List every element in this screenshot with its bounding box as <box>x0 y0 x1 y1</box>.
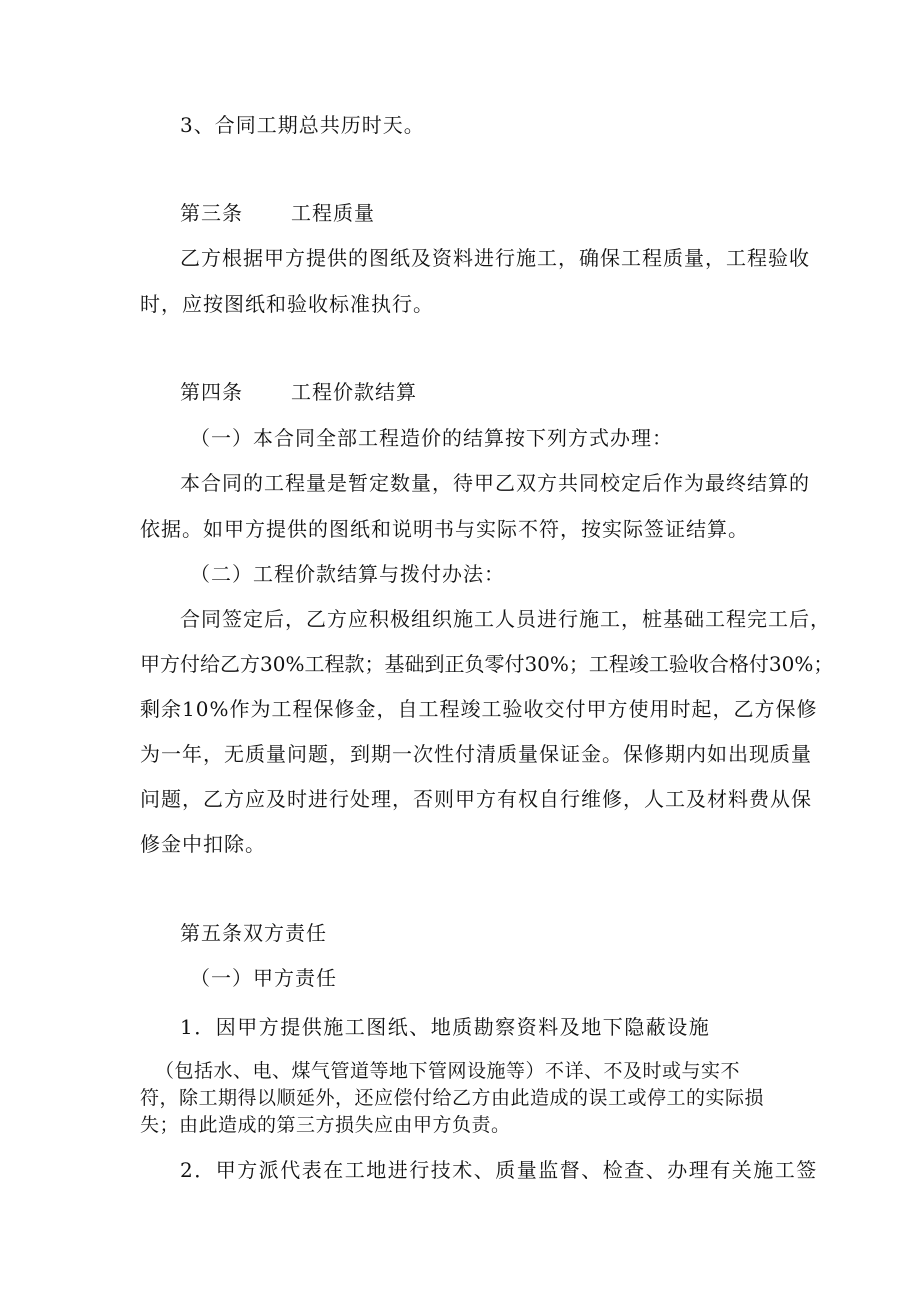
article-5-item-1-line-2: （包括水、电、煤气管道等地下管网设施等）不详、不及时或与实不 <box>155 1060 741 1082</box>
article-5-heading: 第五条双方责任 <box>180 921 327 945</box>
article-4-title: 工程价款结算 <box>291 380 417 404</box>
article-3-number: 第三条 <box>180 201 243 225</box>
clause-3-item-3: 3、合同工期总共历时天。 <box>180 113 425 137</box>
article-4-subsection-1-line-2: 依据。如甲方提供的图纸和说明书与实际不符，按实际签证结算。 <box>140 517 749 541</box>
article-5-item-2-line-1: 2．甲方派代表在工地进行技术、质量监督、检查、办理有关施工签 <box>180 1158 818 1182</box>
article-4-number: 第四条 <box>180 380 243 404</box>
article-5-item-1-line-4: 失；由此造成的第三方损失应由甲方负责。 <box>140 1114 511 1136</box>
article-4-subsection-2-line-2: 甲方付给乙方30%工程款；基础到正负零付30%；工程竣工验收合格付30%； <box>140 652 834 676</box>
article-4-heading <box>180 382 417 402</box>
article-4-subsection-2-line-1: 合同签定后，乙方应积极组织施工人员进行施工，桩基础工程完工后， <box>180 607 831 631</box>
article-3-paragraph-line-1: 乙方根据甲方提供的图纸及资料进行施工，确保工程质量，工程验收 <box>180 246 810 270</box>
article-5-item-1-line-3: 符，除工期得以顺延外，还应偿付给乙方由此造成的误工或停工的实际损 <box>140 1087 765 1109</box>
article-4-subsection-2-line-3: 剩余10%作为工程保修金，自工程竣工验收交付甲方使用时起，乙方保修 <box>140 697 818 721</box>
article-3-title: 工程质量 <box>291 201 375 225</box>
article-5-subsection-1-heading: （一）甲方责任 <box>190 966 337 990</box>
article-5-item-1-line-1: 1．因甲方提供施工图纸、地质勘察资料及地下隐蔽设施 <box>180 1015 711 1039</box>
article-4-subsection-2-line-6: 修金中扣除。 <box>140 832 266 856</box>
article-4-subsection-1-line-1: 本合同的工程量是暂定数量，待甲乙双方共同校定后作为最终结算的 <box>180 471 810 495</box>
article-4-subsection-2-heading: （二）工程价款结算与拨付办法： <box>190 562 505 586</box>
article-4-subsection-2-line-4: 为一年，无质量问题，到期一次性付清质量保证金。保修期内如出现质量 <box>140 742 812 766</box>
article-4-subsection-1-heading: （一）本合同全部工程造价的结算按下列方式办理： <box>190 426 673 450</box>
article-3-heading <box>180 203 375 223</box>
article-4-subsection-2-line-5: 问题，乙方应及时进行处理，否则甲方有权自行维修，人工及材料费从保 <box>140 787 812 811</box>
article-3-paragraph-line-2: 时，应按图纸和验收标准执行。 <box>140 292 434 316</box>
